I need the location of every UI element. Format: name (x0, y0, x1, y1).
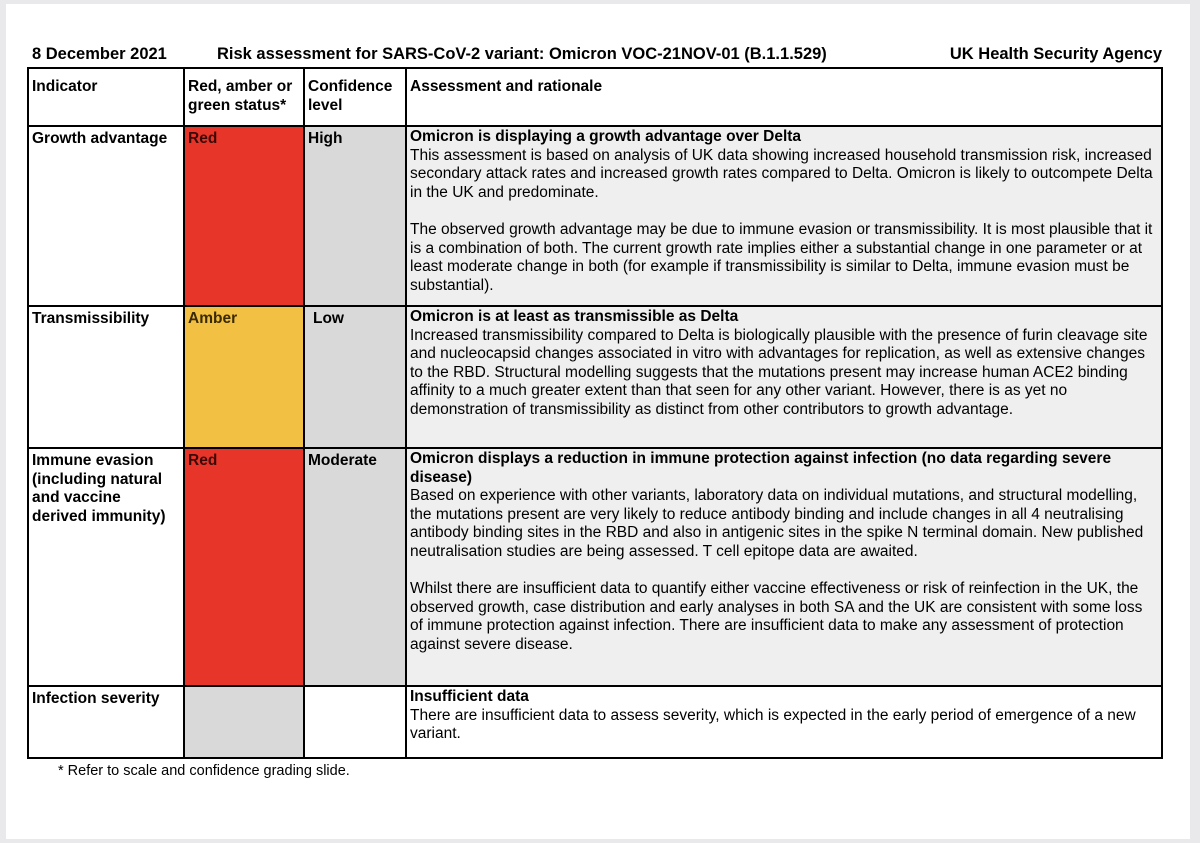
assessment-paragraph: There are insufficient data to assess severity, which is expected in the early period of emergence of a new variant. (410, 706, 1136, 743)
indicator-cell: Transmissibility (28, 306, 184, 448)
assessment-cell (406, 306, 1162, 448)
report-date: 8 December 2021 (32, 45, 167, 63)
table-header-row (28, 68, 1162, 126)
confidence-cell: Low (304, 306, 406, 448)
assessment-cell (406, 126, 1162, 306)
paragraph-gap (410, 562, 1158, 581)
confidence-cell: Moderate (304, 448, 406, 686)
assessment-paragraph: Based on experience with other variants, laboratory data on individual mutations, and structural modelling, the mutations present are very likely to reduce antibody binding and include changes in all 4 neutralising antibody binding sites in the RBD and also in antigenic sites in the spike N terminal domain. New published neutralisation studies are being assessed. T cell epitope data are awaited. (410, 487, 1144, 560)
risk-assessment-table (27, 67, 1163, 759)
confidence-cell (304, 686, 406, 758)
table-row (28, 126, 1162, 306)
status-cell-red: Red (184, 448, 304, 686)
indicator-cell: Infection severity (28, 686, 184, 758)
column-header-confidence: Confidence level (304, 68, 406, 126)
assessment-title: Omicron is displaying a growth advantage over Delta (410, 128, 802, 145)
assessment-paragraph: The observed growth advantage may be due to immune evasion or transmissibility. It is most plausible that it is a combination of both. The current growth rate implies either a substantial change in one parameter or at least moderate change in both (for example if transmissibility is similar to Delta, immune evasion must be substantial). (410, 220, 1153, 294)
indicator-cell: Immune evasion (including natural and vaccine derived immunity) (28, 448, 184, 686)
confidence-cell: High (304, 126, 406, 306)
table-row (28, 306, 1162, 448)
assessment-title: Insufficient data (410, 688, 529, 705)
indicator-cell: Growth advantage (28, 126, 184, 306)
report-title: Risk assessment for SARS-CoV-2 variant: Omicron VOC-21NOV-01 (B.1.1.529) (217, 45, 827, 63)
footnote: * Refer to scale and confidence grading slide. (58, 763, 350, 779)
slide-header (6, 45, 1190, 69)
status-cell-grey (184, 686, 304, 758)
assessment-paragraph: Whilst there are insufficient data to quantify either vaccine effectiveness or risk of reinfection in the UK, the observed growth, case distribution and early analyses in both SA and the UK are consistent with some loss of immune protection against infection. There are insufficient data to make any assessment of protection against severe disease. (410, 580, 1143, 653)
status-cell-red: Red (184, 126, 304, 306)
column-header-assessment: Assessment and rationale (406, 68, 1162, 126)
column-header-status: Red, amber or green status* (184, 68, 304, 126)
assessment-paragraph: This assessment is based on analysis of UK data showing increased household transmission risk, increased secondary attack rates and increased growth rates compared to Delta. Omicron is likely to outcompete Delta in the UK and predominate. (410, 146, 1153, 201)
table-row (28, 686, 1162, 758)
assessment-cell (406, 448, 1162, 686)
paragraph-gap (410, 202, 1158, 221)
assessment-cell (406, 686, 1162, 758)
assessment-paragraph: Increased transmissibility compared to Delta is biologically plausible with the presence of furin cleavage site and nucleocapsid changes associated in vitro with advantages for replication, as well as extensive changes to the RBD. Structural modelling suggests that the mutations present may increase human ACE2 binding affinity to a much greater extent than that seen for any other variant. However, there is as yet no demonstration of transmissibility as distinct from other contributors to growth advantage. (410, 326, 1148, 418)
column-header-indicator: Indicator (28, 68, 184, 126)
agency-name: UK Health Security Agency (949, 45, 1162, 63)
status-cell-amber: Amber (184, 306, 304, 448)
assessment-title: Omicron displays a reduction in immune protection against infection (no data regarding severe disease) (410, 450, 1112, 486)
table-row (28, 448, 1162, 686)
assessment-title: Omicron is at least as transmissible as Delta (410, 308, 739, 325)
